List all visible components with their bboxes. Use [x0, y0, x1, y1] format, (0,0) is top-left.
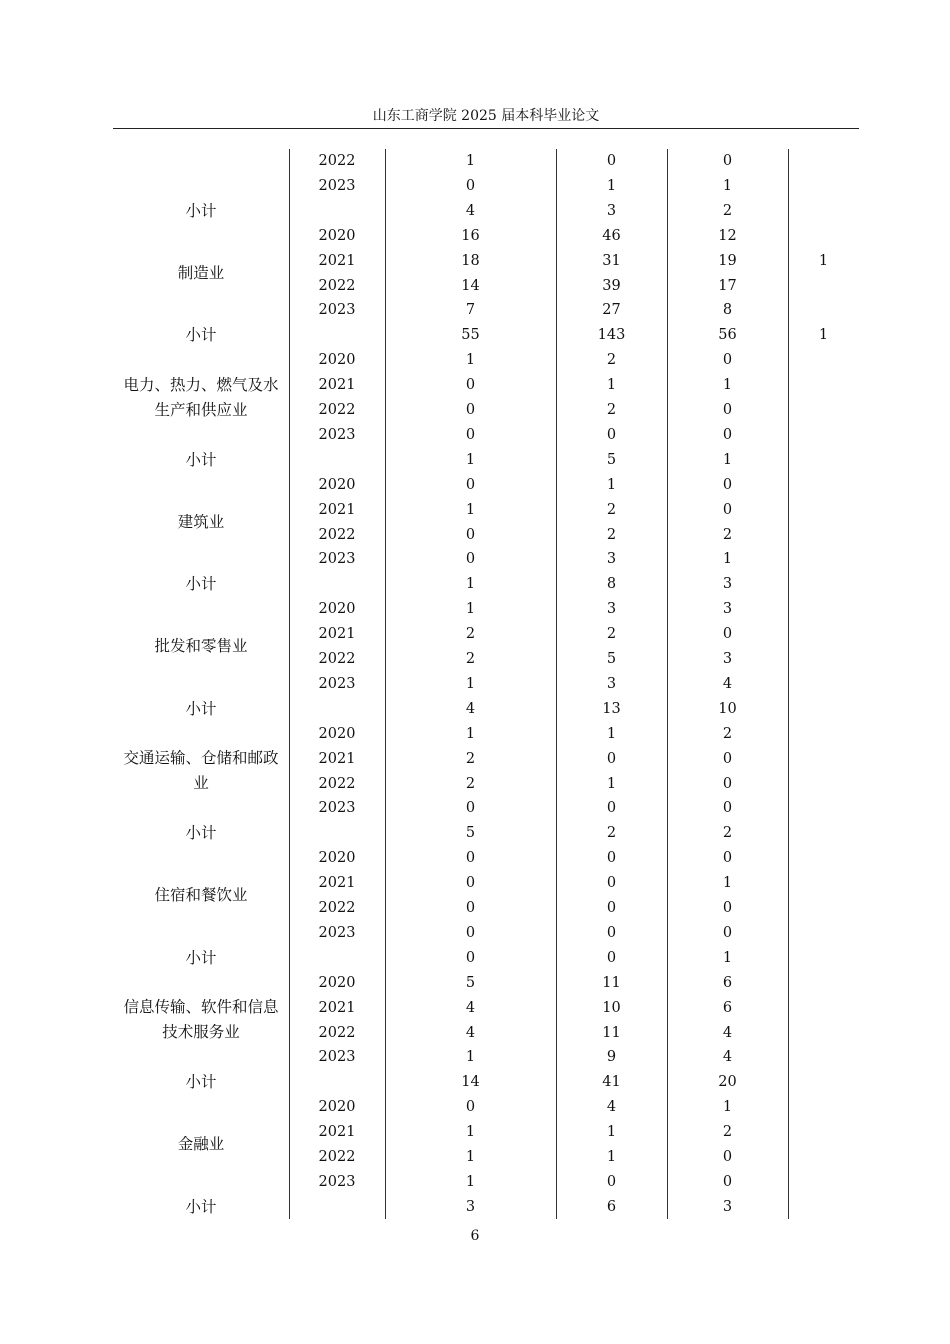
value-cell-col4: [788, 398, 859, 423]
year-cell: [289, 697, 385, 722]
year-cell: [289, 199, 385, 224]
value-cell-col1: 0: [465, 526, 476, 543]
year-cell: 2022: [318, 153, 356, 169]
year-cell: 2020: [318, 476, 356, 493]
value-cell-col2: 39: [602, 277, 621, 294]
value-cell-col2: 41: [602, 1074, 621, 1091]
value-cell-col1: 18: [461, 252, 480, 269]
value-cell-col1: 4: [465, 700, 476, 717]
value-cell-col1: 0: [465, 402, 476, 418]
year-cell: 2022: [318, 775, 356, 792]
value-cell-col3: 4: [722, 1024, 733, 1041]
value-cell-col2: 2: [606, 626, 617, 643]
value-cell-col2: 13: [602, 700, 621, 717]
value-cell-col4: [788, 298, 859, 323]
value-cell-col4: [788, 871, 859, 896]
value-cell-col2: 8: [606, 576, 617, 593]
subtotal-label: 小计: [185, 1197, 217, 1216]
value-cell-col3: 1: [722, 377, 733, 394]
value-cell-col2: 2: [606, 352, 617, 369]
value-cell-col4: [788, 473, 859, 498]
value-cell-col3: 0: [722, 900, 733, 916]
value-cell-col1: 14: [461, 277, 480, 294]
value-cell-col2: 0: [606, 949, 617, 966]
value-cell-col2: 0: [606, 850, 617, 867]
value-cell-col2: 3: [606, 675, 617, 692]
value-cell-col4: [788, 224, 859, 249]
value-cell-col2: 1: [606, 476, 617, 493]
year-cell: 2021: [318, 750, 356, 767]
value-cell-col4: [788, 647, 859, 672]
value-cell-col4: [788, 547, 859, 572]
value-cell-col4: [788, 274, 859, 299]
year-cell: [289, 946, 385, 971]
value-cell-col2: 143: [597, 327, 626, 344]
year-cell: 2023: [318, 924, 356, 941]
value-cell-col4: [788, 846, 859, 871]
value-cell-col4: [788, 896, 859, 921]
subtotal-label: 小计: [185, 1073, 217, 1092]
subtotal-label: 小计: [185, 824, 217, 843]
industry-label: [113, 846, 289, 946]
year-cell: 2022: [318, 1024, 356, 1041]
page-header: 山东工商学院 2025 届本科毕业论文: [372, 108, 600, 124]
year-cell: 2023: [318, 1173, 356, 1190]
industry-label-text: 住宿和餐饮业: [154, 886, 248, 905]
value-cell-col2: 10: [602, 999, 621, 1016]
value-cell-col3: 1: [722, 551, 733, 568]
value-cell-col3: 10: [718, 700, 737, 717]
value-cell-col3: 4: [722, 1049, 733, 1066]
year-cell: 2021: [318, 377, 356, 394]
value-cell-col4: [788, 697, 859, 722]
industry-label: [113, 722, 289, 822]
year-cell: 2022: [318, 900, 356, 916]
value-cell-col2: 0: [606, 153, 617, 169]
year-cell: 2020: [318, 601, 356, 618]
value-cell-col2: 46: [602, 227, 621, 244]
value-cell-col4: [788, 1170, 859, 1195]
year-cell: 2023: [318, 302, 356, 319]
value-cell-col4: [788, 996, 859, 1021]
year-cell: [289, 323, 385, 348]
industry-year-table: [113, 149, 859, 1219]
value-cell-col4: [788, 1095, 859, 1120]
value-cell-col4: [788, 1021, 859, 1046]
value-cell-col4: [788, 174, 859, 199]
year-cell: 2021: [318, 501, 356, 518]
industry-label-text: 建筑业: [177, 512, 225, 531]
value-cell-col1: 0: [465, 476, 476, 493]
value-cell-col3: 0: [722, 426, 733, 443]
year-cell: 2023: [318, 675, 356, 692]
value-cell-col2: 1: [606, 1149, 617, 1165]
year-cell: 2023: [318, 177, 356, 194]
industry-label-text: 信息传输、软件和信息技术服务业: [123, 998, 279, 1042]
value-cell-col3: 6: [722, 974, 733, 991]
value-cell-col3: 0: [722, 626, 733, 643]
year-cell: 2021: [318, 252, 356, 269]
value-cell-col1: 0: [465, 949, 476, 966]
value-cell-col3: 0: [722, 352, 733, 369]
value-cell-col3: 2: [722, 725, 733, 742]
value-cell-col2: 0: [606, 900, 617, 916]
value-cell-col2: 11: [602, 1024, 621, 1041]
value-cell-col1: 4: [465, 202, 476, 219]
value-cell-col1: 5: [465, 825, 476, 842]
value-cell-col4: [788, 348, 859, 373]
value-cell-col1: 0: [465, 1099, 476, 1116]
value-cell-col4: [788, 796, 859, 821]
year-cell: 2022: [318, 651, 356, 667]
value-cell-col3: 17: [718, 277, 737, 294]
value-cell-col1: 1: [465, 1124, 476, 1141]
year-cell: 2022: [318, 1149, 356, 1165]
subtotal-label: 小计: [185, 201, 217, 220]
value-cell-col1: 0: [465, 924, 476, 941]
value-cell-col2: 0: [606, 800, 617, 817]
value-cell-col1: 1: [465, 1173, 476, 1190]
value-cell-col3: 2: [722, 825, 733, 842]
value-cell-col2: 2: [606, 526, 617, 543]
value-cell-col3: 0: [722, 924, 733, 941]
year-cell: 2021: [318, 999, 356, 1016]
value-cell-col3: 0: [722, 1173, 733, 1190]
year-cell: 2021: [318, 875, 356, 892]
subtotal-label: 小计: [185, 699, 217, 718]
year-cell: 2020: [318, 227, 356, 244]
page-number: 6: [470, 1228, 480, 1244]
value-cell-col3: 3: [722, 1198, 733, 1215]
year-cell: 2020: [318, 1099, 356, 1116]
value-cell-col1: 0: [465, 800, 476, 817]
value-cell-col1: 16: [461, 227, 480, 244]
value-cell-col2: 0: [606, 750, 617, 767]
value-cell-col3: 6: [722, 999, 733, 1016]
value-cell-col3: 0: [722, 850, 733, 867]
value-cell-col1: 1: [465, 725, 476, 742]
value-cell-col4: [788, 1070, 859, 1095]
value-cell-col4: [788, 597, 859, 622]
year-cell: 2023: [318, 1049, 356, 1066]
year-cell: 2023: [318, 426, 356, 443]
value-cell-col1: 1: [465, 1149, 476, 1165]
value-cell-col4: [788, 772, 859, 797]
value-cell-col4: [788, 199, 859, 224]
year-cell: [289, 1195, 385, 1220]
value-cell-col2: 0: [606, 875, 617, 892]
value-cell-col2: 0: [606, 426, 617, 443]
value-cell-col3: 3: [722, 576, 733, 593]
year-cell: 2020: [318, 850, 356, 867]
value-cell-col2: 31: [602, 252, 621, 269]
value-cell-col3: 3: [722, 601, 733, 618]
industry-label: [113, 473, 289, 573]
value-cell-col4: 1: [818, 252, 829, 269]
value-cell-col2: 1: [606, 775, 617, 792]
industry-label: [113, 348, 289, 448]
value-cell-col3: 20: [718, 1074, 737, 1091]
value-cell-col2: 1: [606, 177, 617, 194]
value-cell-col4: [788, 572, 859, 597]
value-cell-col2: 2: [606, 825, 617, 842]
value-cell-col4: 1: [818, 327, 829, 344]
value-cell-col2: 2: [606, 402, 617, 418]
year-cell: [289, 1070, 385, 1095]
value-cell-col1: 2: [465, 750, 476, 767]
value-cell-col1: 55: [461, 327, 480, 344]
value-cell-col3: 0: [722, 501, 733, 518]
value-cell-col1: 1: [465, 352, 476, 369]
year-cell: 2020: [318, 352, 356, 369]
value-cell-col1: 5: [465, 974, 476, 991]
subtotal-label: 小计: [185, 575, 217, 594]
subtotal-label: 小计: [185, 326, 217, 345]
value-cell-col3: 2: [722, 1124, 733, 1141]
year-cell: [289, 448, 385, 473]
value-cell-col3: 4: [722, 675, 733, 692]
value-cell-col1: 0: [465, 377, 476, 394]
header-rule: [113, 128, 859, 129]
value-cell-col4: [788, 672, 859, 697]
value-cell-col2: 5: [606, 451, 617, 468]
value-cell-col1: 0: [465, 875, 476, 892]
value-cell-col1: 1: [465, 601, 476, 618]
value-cell-col1: 4: [465, 1024, 476, 1041]
value-cell-col1: 1: [465, 451, 476, 468]
value-cell-col4: [788, 373, 859, 398]
value-cell-col4: [788, 1195, 859, 1220]
value-cell-col2: 27: [602, 302, 621, 319]
value-cell-col1: 7: [465, 302, 476, 319]
industry-label: [113, 971, 289, 1071]
value-cell-col4: [788, 747, 859, 772]
value-cell-col3: 1: [722, 1099, 733, 1116]
value-cell-col3: 0: [722, 476, 733, 493]
industry-label: [113, 597, 289, 697]
value-cell-col4: [788, 971, 859, 996]
value-cell-col1: 0: [465, 177, 476, 194]
value-cell-col3: 1: [722, 451, 733, 468]
value-cell-col2: 3: [606, 551, 617, 568]
value-cell-col2: 1: [606, 725, 617, 742]
year-cell: 2023: [318, 800, 356, 817]
value-cell-col3: 1: [722, 177, 733, 194]
value-cell-col2: 9: [606, 1049, 617, 1066]
value-cell-col3: 0: [722, 1149, 733, 1165]
value-cell-col3: 1: [722, 875, 733, 892]
value-cell-col4: [788, 523, 859, 548]
value-cell-col4: [788, 448, 859, 473]
value-cell-col1: 2: [465, 775, 476, 792]
year-cell: 2022: [318, 402, 356, 418]
value-cell-col2: 11: [602, 974, 621, 991]
value-cell-col4: [788, 722, 859, 747]
value-cell-col1: 0: [465, 551, 476, 568]
value-cell-col1: 2: [465, 651, 476, 667]
value-cell-col4: [788, 946, 859, 971]
value-cell-col1: 1: [465, 501, 476, 518]
value-cell-col3: 3: [722, 651, 733, 667]
value-cell-col4: [788, 1045, 859, 1070]
industry-label-text: 制造业: [177, 263, 225, 282]
value-cell-col1: 1: [465, 675, 476, 692]
value-cell-col2: 3: [606, 601, 617, 618]
year-cell: 2021: [318, 1124, 356, 1141]
year-cell: [289, 572, 385, 597]
value-cell-col2: 0: [606, 924, 617, 941]
industry-label-text: 批发和零售业: [154, 637, 248, 656]
year-cell: 2022: [318, 277, 356, 294]
value-cell-col2: 0: [606, 1173, 617, 1190]
year-cell: 2021: [318, 626, 356, 643]
value-cell-col4: [788, 498, 859, 523]
value-cell-col4: [788, 149, 859, 174]
value-cell-col4: [788, 423, 859, 448]
value-cell-col2: 1: [606, 377, 617, 394]
value-cell-col3: 12: [718, 227, 737, 244]
value-cell-col2: 4: [606, 1099, 617, 1116]
value-cell-col4: [788, 921, 859, 946]
value-cell-col3: 0: [722, 800, 733, 817]
year-cell: 2023: [318, 551, 356, 568]
value-cell-col1: 3: [465, 1198, 476, 1215]
year-cell: 2020: [318, 725, 356, 742]
value-cell-col2: 2: [606, 501, 617, 518]
value-cell-col2: 3: [606, 202, 617, 219]
year-cell: 2022: [318, 526, 356, 543]
year-cell: [289, 821, 385, 846]
value-cell-col1: 0: [465, 900, 476, 916]
value-cell-col3: 0: [722, 153, 733, 169]
value-cell-col1: 2: [465, 626, 476, 643]
industry-label: [113, 224, 289, 324]
value-cell-col3: 2: [722, 202, 733, 219]
value-cell-col1: 0: [465, 850, 476, 867]
year-cell: 2020: [318, 974, 356, 991]
value-cell-col1: 4: [465, 999, 476, 1016]
subtotal-label: 小计: [185, 450, 217, 469]
value-cell-col3: 0: [722, 775, 733, 792]
value-cell-col4: [788, 1120, 859, 1145]
value-cell-col3: 56: [718, 327, 737, 344]
subtotal-label: 小计: [185, 948, 217, 967]
value-cell-col1: 1: [465, 1049, 476, 1066]
value-cell-col3: 0: [722, 750, 733, 767]
value-cell-col3: 19: [718, 252, 737, 269]
industry-label-text: 金融业: [177, 1135, 225, 1154]
value-cell-col3: 2: [722, 526, 733, 543]
value-cell-col1: 0: [465, 426, 476, 443]
value-cell-col4: [788, 821, 859, 846]
value-cell-col3: 8: [722, 302, 733, 319]
industry-label-text: 电力、热力、燃气及水生产和供应业: [123, 375, 279, 419]
value-cell-col1: 1: [465, 153, 476, 169]
value-cell-col2: 1: [606, 1124, 617, 1141]
value-cell-col2: 5: [606, 651, 617, 667]
value-cell-col4: [788, 622, 859, 647]
value-cell-col2: 6: [606, 1198, 617, 1215]
industry-label: [113, 1095, 289, 1195]
value-cell-col4: [788, 1145, 859, 1170]
value-cell-col3: 1: [722, 949, 733, 966]
value-cell-col1: 1: [465, 576, 476, 593]
value-cell-col3: 0: [722, 402, 733, 418]
industry-label-text: 交通运输、仓储和邮政业: [123, 749, 279, 793]
value-cell-col1: 14: [461, 1074, 480, 1091]
